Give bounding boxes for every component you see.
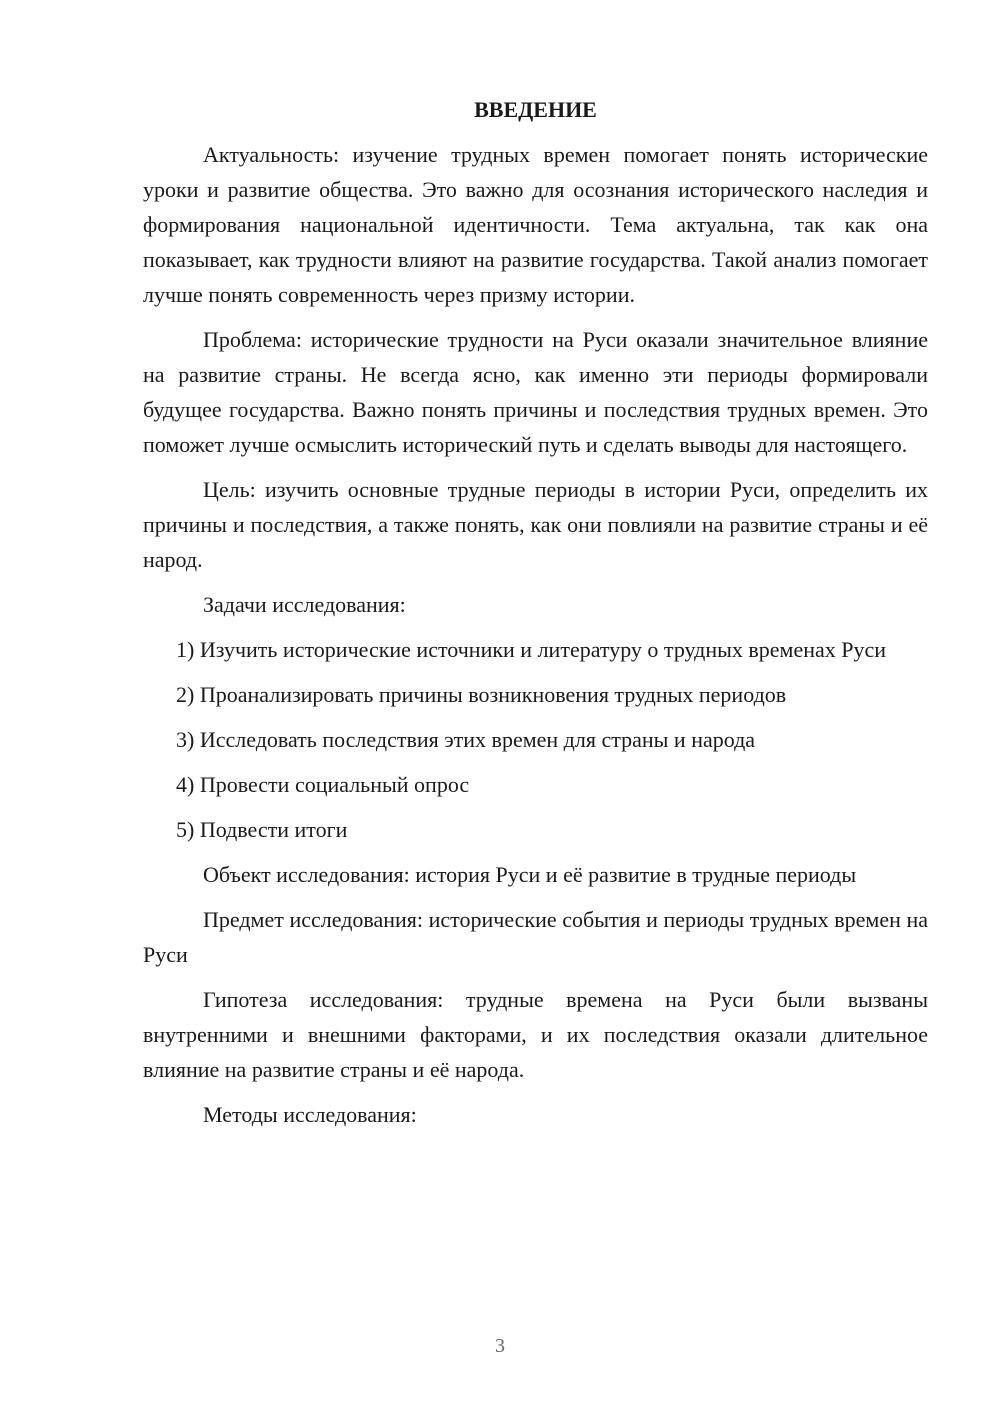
paragraph-relevance: Актуальность: изучение трудных времен помогает понять исторические уроки и развитие общества. Это важно для осознания исторического наследия и формирования национальной идентичности. Тема актуальна, так как она показывает, как трудности влияют на развитие государства. Такой анализ помогает лучше понять современность через призму истории. [143, 142, 928, 307]
tasks-list [143, 632, 928, 847]
paragraph-object: Объект исследования: история Руси и её развитие в трудные периоды [203, 862, 857, 887]
paragraph-subject: Предмет исследования: исторические события и периоды трудных времен на Руси [143, 907, 928, 967]
paragraph-problem: Проблема: исторические трудности на Руси оказали значительное влияние на развитие страны. Не всегда ясно, как именно эти периоды формировали будущее государства. Важно понять причины и последствия трудных времен. Это поможет лучше осмыслить исторический путь и сделать выводы для настоящего. [143, 327, 928, 457]
list-item: 1) Изучить исторические источники и литературу о трудных временах Руси [176, 637, 887, 662]
paragraph-hypothesis: Гипотеза исследования: трудные времена на Руси были вызваны внутренними и внешними факторами, и их последствия оказали длительное влияние на развитие страны и её народа. [143, 987, 928, 1082]
tasks-heading: Задачи исследования: [203, 592, 406, 617]
list-item: 3) Исследовать последствия этих времен для страны и народа [176, 727, 756, 752]
paragraph-goal: Цель: изучить основные трудные периоды в истории Руси, определить их причины и последствия, а также понять, как они повлияли на развитие страны и её народ. [143, 477, 928, 572]
page-title: ВВЕДЕНИЕ [474, 97, 597, 122]
list-item: 4) Провести социальный опрос [176, 772, 470, 797]
list-item: 2) Проанализировать причины возникновения трудных периодов [176, 682, 787, 707]
methods-heading: Методы исследования: [203, 1102, 417, 1127]
page-number: 3 [495, 1335, 505, 1357]
page-content [143, 92, 928, 1132]
list-item: 5) Подвести итоги [176, 817, 348, 842]
